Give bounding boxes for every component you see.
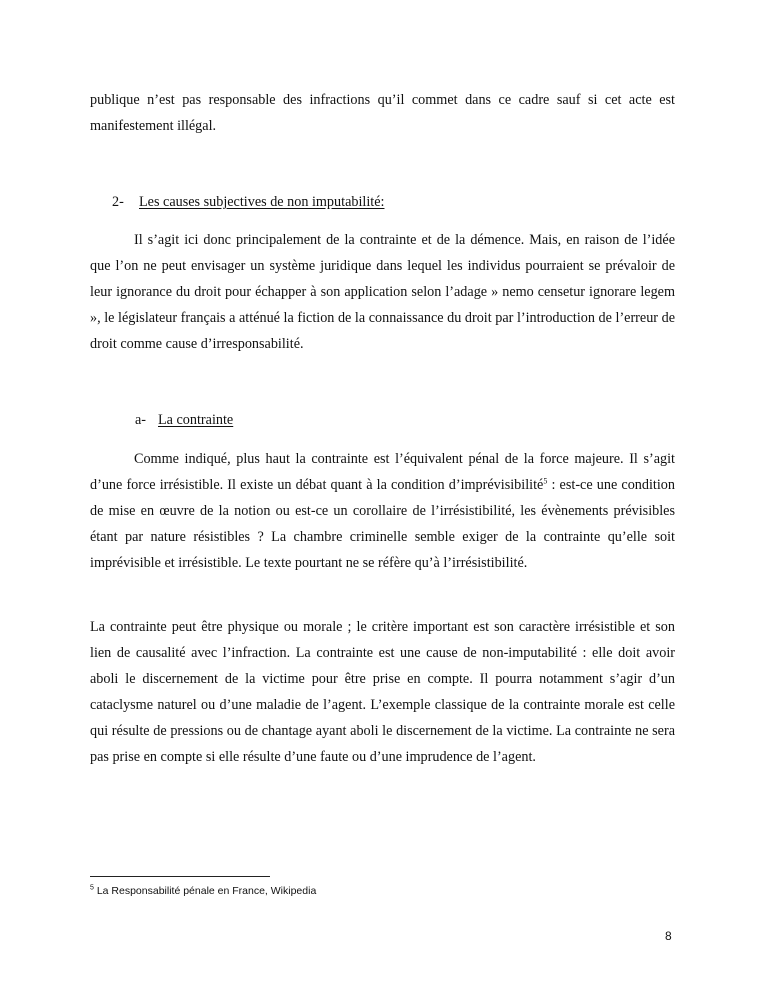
contrainte-paragraph-1 [90,446,675,576]
footnote-reference: 5 [543,476,548,486]
footnote-number: 5 [90,884,94,892]
section-2-number: 2- [112,194,124,210]
footnote-text: La Responsabilité pénale en France, Wikipedia [93,885,317,897]
contrainte-paragraph-2: La contrainte peut être physique ou morale ; le critère important est son caractère irrésistible et son lien de causalité avec l’infraction. La contrainte est une cause de non-imputabilité : elle doit avoir aboli le discernement de la victime pour être prise en compte. Il pourra notamment s’agir d’un cataclysme naturel ou d’une maladie de l’agent. L’exemple classique de la contrainte morale est celle qui résulte de pressions ou de chantage ayant aboli le discernement de la victime. La contrainte ne sera pas prise en compte si elle résulte d’une faute ou d’une imprudence de l’agent. [90,619,675,765]
subsection-a-heading [135,410,233,430]
section-2-paragraph: Il s’agit ici donc principalement de la contrainte et de la démence. Mais, en raison de l’idée que l’on ne peut envisager un système juridique dans lequel les individus pourraient se prévaloir de leur ignorance du droit pour échapper à son application selon l’adage » nemo censetur ignorare legem », le législateur français a atténué la fiction de la connaissance du droit par l’introduction de l’erreur de droit comme cause d’irresponsabilité. [90,232,675,352]
contrainte-paragraph-1-start: Comme indiqué, plus haut la contrainte est l’équivalent pénal de la force majeure. Il s’agit d’une force irrésistible. Il existe un débat quant à la condition d’imprévisibilité [90,451,675,493]
subsection-a-title: La contrainte [158,412,234,428]
footnote [90,884,316,898]
subsection-a-number: a- [135,412,147,428]
contrainte-paragraph-1-end: : est-ce une condition de mise en œuvre de la notion ou est-ce un corollaire de l’irrésistibilité, les évènements prévisibles étant par nature résistibles ? La chambre criminelle semble exiger de la contrainte qu’elle soit imprévisible et irrésistible. Le texte pourtant ne se réfère qu’à l’irrésistibilité. [90,477,675,571]
page-number: 8 [665,929,672,943]
section-2-heading [112,192,384,212]
footnote-divider [90,876,270,877]
intro-paragraph: publique n’est pas responsable des infractions qu’il commet dans ce cadre sauf si cet acte est manifestement illégal. [90,92,675,134]
section-2-title: Les causes subjectives de non imputabilité: [139,194,385,210]
